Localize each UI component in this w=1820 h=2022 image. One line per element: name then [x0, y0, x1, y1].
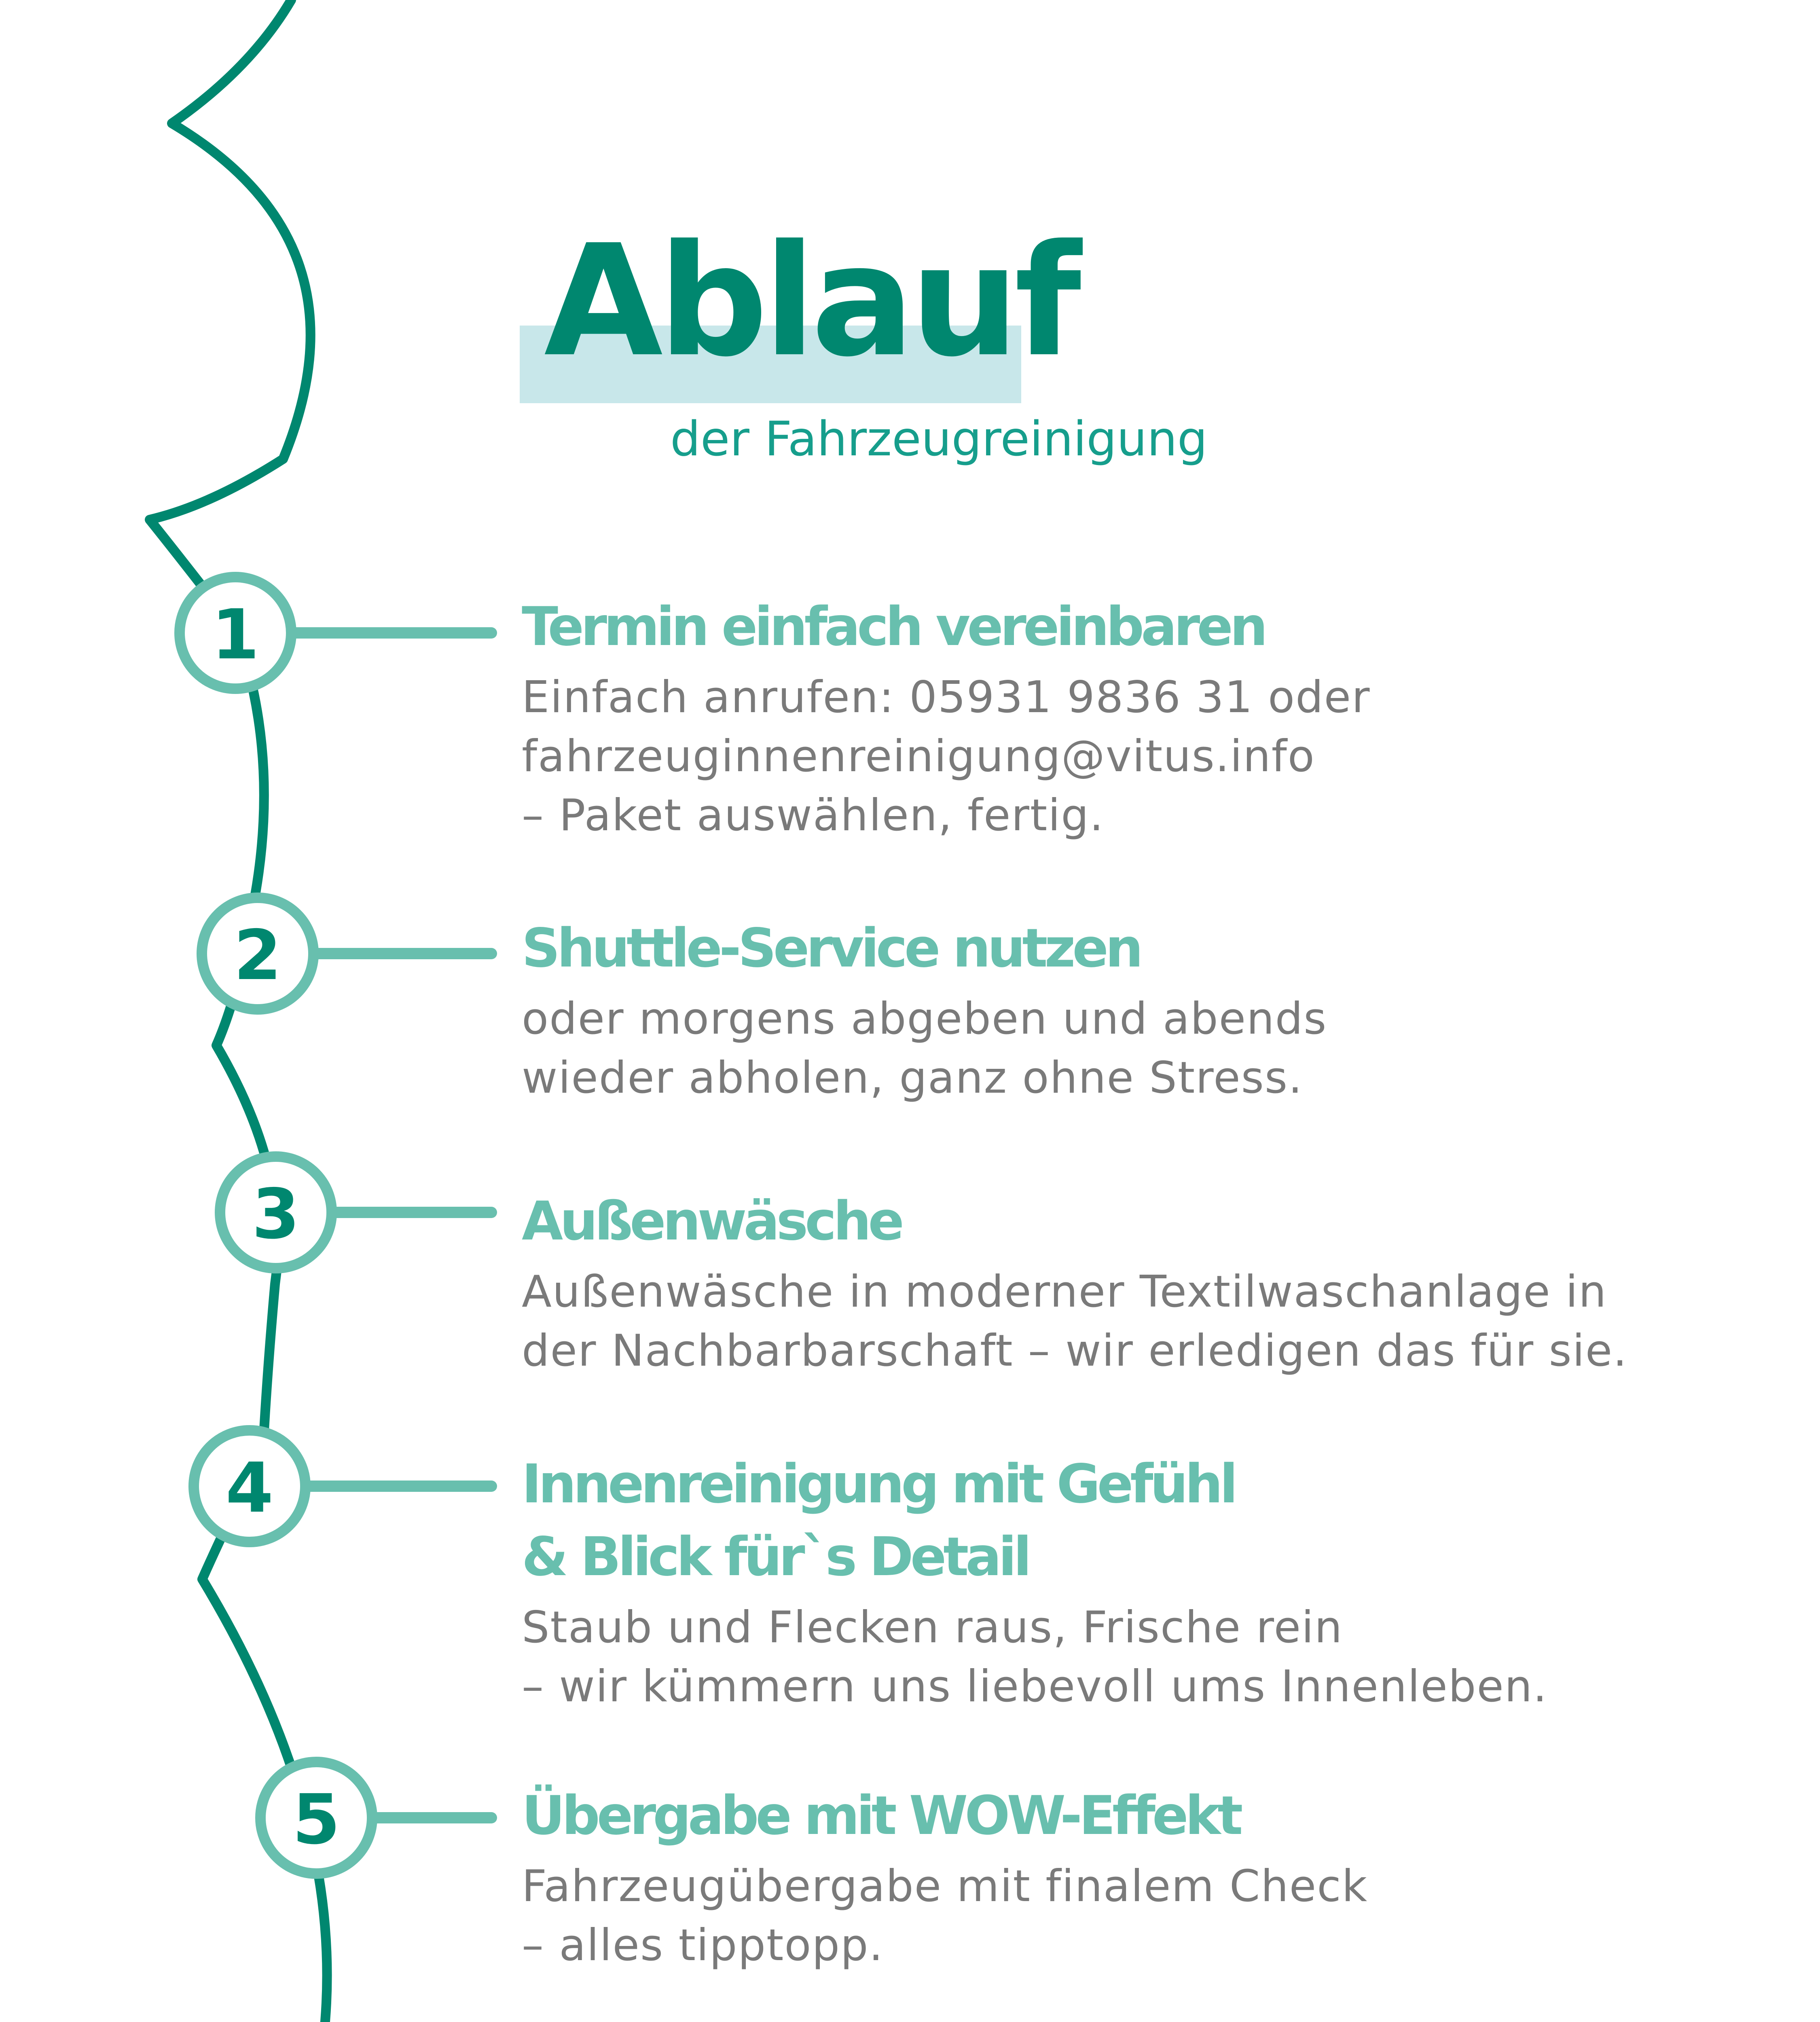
step-title: Termin einfach vereinbaren	[522, 596, 1265, 658]
step-number: 1	[211, 595, 260, 675]
step-marker-3	[220, 1157, 491, 1268]
step-description: oder morgens abgeben und abends wieder abholen, ganz ohne Stress.	[522, 994, 1327, 1103]
step-4	[522, 1448, 1796, 1716]
step-title: Shuttle-Service nutzen	[522, 917, 1140, 979]
page-title: Ablauf	[544, 212, 1077, 391]
step-5	[522, 1779, 1796, 1975]
step-2	[522, 912, 1796, 1108]
step-marker-4	[194, 1430, 491, 1542]
step-1	[522, 590, 1796, 845]
step-number: 4	[225, 1448, 274, 1528]
page-subtitle: der Fahrzeugreinigung	[670, 411, 1208, 467]
step-title: Außenwäsche	[522, 1190, 901, 1252]
step-title: Übergabe mit WOW-Effekt	[522, 1785, 1240, 1847]
step-description: Fahrzeugübergabe mit finalem Check – alles tipptopp.	[522, 1861, 1368, 1971]
step-number: 2	[233, 916, 282, 996]
step-marker-2	[202, 898, 491, 1009]
step-description: Staub und Flecken raus, Frische rein – wir kümmern uns liebevoll ums Innenleben.	[522, 1602, 1548, 1712]
step-title: Innenreinigung mit Gefühl & Blick für`s Detail	[522, 1453, 1235, 1588]
step-marker-5	[260, 1762, 491, 1874]
step-description: Außenwäsche in moderner Textilwaschanlage in der Nachbarbarschaft – wir erledigen das für sie.	[522, 1267, 1628, 1376]
step-marker-1	[180, 577, 491, 689]
step-number: 3	[252, 1174, 300, 1254]
step-3	[522, 1185, 1796, 1381]
step-number: 5	[292, 1780, 341, 1860]
step-description: Einfach anrufen: 05931 9836 31 oder fahrzeuginnenreinigung@vitus.info – Paket auswählen, fertig.	[522, 672, 1371, 841]
